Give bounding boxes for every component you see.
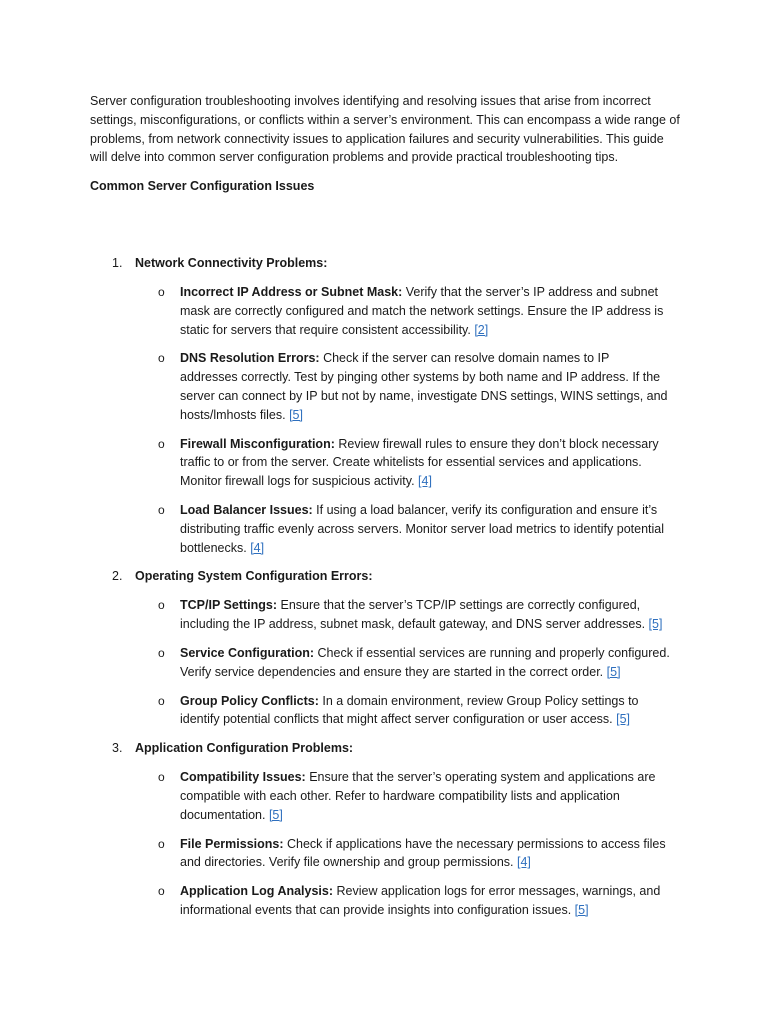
bullet-marker: o [158, 285, 165, 299]
citation-link[interactable]: [4] [250, 540, 265, 555]
intro-paragraph: Server configuration troubleshooting involves identifying and resolving issues that arise from incorrect settings, misconfigurations, or conflicts within a server’s environment. This can encompass a wide range of problems, from network connectivity issues to application failures and security vulnerabilities. This guide will delve into common server configuration problems and provide practical troubleshooting tips. [90, 94, 680, 165]
list-item [0, 644, 670, 682]
item-text: Ensure that the server’s TCP/IP settings are correctly configured, including the IP address, subnet mask, default gateway, and DNS server addresses. [180, 598, 649, 632]
section-title: Application Configuration Problems: [135, 741, 354, 756]
item-text: Review firewall rules to ensure they don’t block necessary traffic to or from the server. Create whitelists for essential services and applications. Monitor firewall logs for suspicious activity. [180, 436, 659, 489]
item-text: If using a load balancer, verify its configuration and ensure it’s distributing traffic evenly across servers. Monitor server load metrics to identify potential bottlenecks. [180, 502, 664, 555]
bullet-marker: o [158, 693, 165, 708]
bullet-marker: o [158, 645, 165, 660]
citation-link[interactable]: [4] [418, 474, 432, 489]
item-label: Application Log Analysis: [180, 884, 334, 899]
item-label: Compatibility Issues: [180, 770, 306, 785]
item-text: Verify that the server’s IP address and subnet mask are correctly configured and match the network settings. Ensure the IP address is static for servers that require consistent accessibility. [180, 285, 664, 337]
list-item [0, 501, 670, 557]
item-label: Group Policy Conflicts: [180, 693, 319, 708]
list-item [0, 435, 670, 491]
section-items [0, 596, 768, 729]
bullet-marker: o [158, 351, 165, 366]
list-item [0, 692, 670, 730]
section-title: Network Connectivity Problems: [135, 256, 328, 270]
list-item [0, 349, 670, 424]
item-label: TCP/IP Settings: [180, 598, 278, 613]
list-item [0, 768, 670, 824]
bullet-marker: o [158, 770, 165, 785]
item-text: In a domain environment, review Group Policy settings to identify potential conflicts that might affect server configuration or user access. [180, 693, 639, 727]
item-text: Review application logs for error messages, warnings, and informational events that can provide insights into configuration issues. [180, 884, 661, 917]
section-number: 1. [112, 256, 123, 270]
list-item [0, 835, 670, 873]
section-number: 2. [112, 569, 123, 584]
bullet-marker: o [158, 836, 165, 851]
item-label: Service Configuration: [180, 645, 315, 660]
item-label: Firewall Misconfiguration: [180, 436, 335, 451]
citation-link[interactable]: [5] [648, 617, 663, 632]
list-item [0, 283, 670, 339]
item-text: Ensure that the server’s operating system and applications are compatible with each other. Refer to hardware compatibility lists and application documentation. [180, 770, 656, 822]
bullet-marker: o [158, 598, 165, 613]
item-label: File Permissions: [180, 836, 284, 851]
item-text: Check if the server can resolve domain names to IP addresses correctly. Test by pinging other systems by both name and IP address. If the server can connect by IP but not by name, investigate DNS settings, WINS settings, and hosts/lmhosts files. [180, 351, 668, 422]
item-label: DNS Resolution Errors: [180, 351, 320, 366]
bullet-marker: o [158, 884, 165, 899]
section-number: 3. [112, 741, 123, 756]
bullet-marker: o [158, 436, 165, 451]
citation-link[interactable]: [5] [289, 407, 303, 422]
section-title: Operating System Configuration Errors: [135, 569, 373, 584]
citation-link[interactable]: [5] [268, 807, 283, 822]
section-os-configuration [0, 567, 768, 729]
citation-link[interactable]: [5] [616, 712, 631, 727]
section-items [0, 768, 768, 920]
citation-link[interactable]: [5] [606, 664, 621, 679]
citation-link[interactable]: [5] [574, 902, 589, 917]
item-text: Check if essential services are running and properly configured. Verify service dependencies and ensure they are started in the correct order. [180, 645, 670, 679]
citation-link[interactable]: [4] [516, 855, 531, 870]
item-label: Load Balancer Issues: [180, 502, 313, 517]
issue-sections-list [0, 254, 768, 930]
section-network-connectivity [0, 254, 768, 557]
bullet-marker: o [158, 502, 165, 517]
section-heading: Common Server Configuration Issues [90, 179, 315, 193]
section-application-configuration [0, 739, 768, 920]
item-label: Incorrect IP Address or Subnet Mask: [180, 285, 403, 299]
citation-link[interactable]: [2] [474, 322, 489, 337]
item-text: Check if applications have the necessary permissions to access files and directories. Verify file ownership and group permissions. [180, 836, 666, 870]
list-item [0, 882, 670, 920]
list-item [0, 596, 670, 634]
section-items [0, 283, 768, 557]
